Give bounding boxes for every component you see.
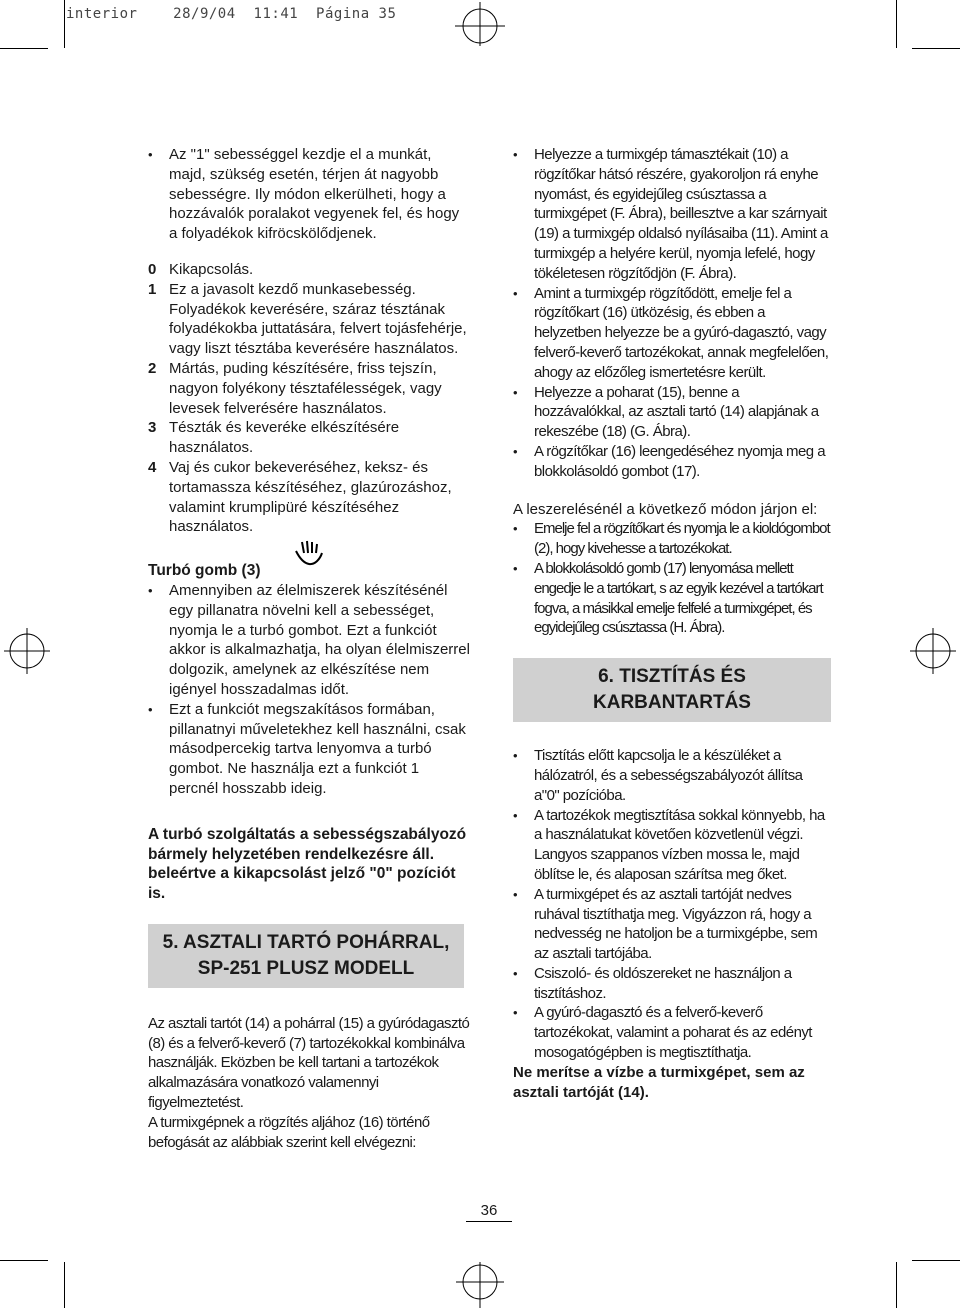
mount-bullet: • Helyezze a turmixgép támasztékait (10) a rögzítőkar hátsó részére, gyakoroljon rá enyhe nyomást, és egyidejűleg csúsztassa a turmixgépet (F. Ábra), beillesztve a kar szárnyait (19) a turmixgép oldalsó nyílásaiba (11). Amint a turmixgép a helyére kerül, nyomja lefelé, hogy tökéletesen rögzítődjön (F. Ábra). [513, 145, 831, 284]
release-bullet: • A blokkolásoldó gomb (17) lenyomása mellett engedje le a tartókart, s az egyik kezével a tartókart fogva, a másikkal emelje felfelé a turmixgépet, és egyidejűleg csúsztassa (H. Ábra). [513, 559, 831, 638]
crop-mark-top-left-h [0, 48, 48, 49]
crop-mark-bottom-left-h [0, 1260, 48, 1261]
speed-text: Mártás, puding készítésére, friss tejszín, nagyon folyékony tésztafélességek, vagy levesek felverésére használatos. [169, 359, 442, 417]
crop-mark-top-left-v [64, 0, 65, 48]
left-column [148, 145, 470, 1152]
slug-date: 28/9/04 [173, 6, 236, 22]
slug-page-label: Página 35 [316, 6, 397, 22]
speed-number: 4 [148, 458, 157, 476]
cleaning-bullet: • Tisztítás előtt kapcsolja le a készüléket a hálózatról, és a sebességszabályozót állítsa a"0" pozícióba. [513, 746, 831, 805]
turbo-bullet: • Amennyiben az élelmiszerek készítésénél egy pillanatra növelni kell a sebességet, nyomja le a turbó gombot. Ezt a funkciót akkor is alkalmazhatja, ha olyan élelmiszerrel dolgozik, amelynek az elkészítése nem igényel hosszadalmas időt. [148, 581, 470, 700]
speed-text: Kikapcsolás. [169, 260, 254, 278]
crop-mark-top-right-h [912, 48, 960, 49]
section-5-heading: 5. ASZTALI TARTÓ POHÁRRAL, SP-251 PLUSZ MODELL [148, 924, 464, 988]
turbo-title: Turbó gomb (3) [148, 562, 261, 580]
hand-press-icon [293, 539, 323, 569]
speed-number: 2 [148, 359, 157, 377]
cleaning-bullet: • A turmixgépet és az asztali tartóját nedves ruhával tisztíthatja meg. Vigyázzon rá, hogy a nedvesség ne hatoljon be a turmixgépbe, sem az asztali tartójába. [513, 885, 831, 964]
speed-list [148, 260, 470, 537]
speed-item [148, 458, 470, 537]
crop-mark-bottom-left-v [64, 1262, 65, 1308]
turbo-note: A turbó szolgáltatás a sebességszabályozó bármely helyzetében rendelkezésre áll. beleértve a kikapcsolást jelző "0" pozíciót is. [148, 825, 467, 903]
turbo-heading [148, 561, 470, 581]
release-bullet: • Emelje fel a rögzítőkart és nyomja le a kioldógombot (2), hogy kivehesse a tartozékokat. [513, 519, 831, 559]
section-6-heading: 6. TISZTÍTÁS ÉS KARBANTARTÁS [513, 658, 831, 722]
registration-mark-bottom [456, 1262, 504, 1308]
cleaning-bullet: • A gyúró-dagasztó és a felverő-keverő tartozékokat, valamint a poharat és az edényt mosogatógépben is megtisztíthatja. [513, 1003, 831, 1062]
intro-bullet: • Az "1" sebességgel kezdje el a munkát, majd, szükség esetén, térjen át nagyobb sebességre. Ily módon elkerülheti, hogy a hozzávalók poralakot vegyenek fel, és hogy a folyadékok kifröcskölődjenek. [148, 145, 470, 244]
registration-mark-top [455, 2, 505, 46]
speed-text: Vaj és cukor bekeveréséhez, keksz- és tortamassza készítéséhez, glazúrozáshoz, valamint krumplipüré készítéséhez használatos. [169, 458, 452, 536]
print-slug [66, 6, 396, 22]
release-intro: A leszerelésénél a következő módon járjon el: [513, 500, 818, 518]
speed-number: 1 [148, 280, 157, 298]
section-5-paragraph-2: A turmixgépnek a rögzítés aljához (16) történő befogását az alábbiak szerint kell elvégezni: [148, 1113, 430, 1151]
mount-bullet: • Helyezze a poharat (15), benne a hozzávalókkal, az asztali tartó (14) alapjának a rekeszébe (18) (G. Ábra). [513, 383, 831, 442]
mount-bullet: • Amint a turmixgép rögzítődött, emelje fel a rögzítőkart (16) ütközésig, és ebben a helyzetben helyezze be a gyúró-dagasztó, vagy felverő-keverő tartozékokat, annak megfelelően, ahogy az előzőleg ismertetésre került. [513, 284, 831, 383]
slug-time: 11:41 [253, 6, 299, 22]
speed-number: 0 [148, 260, 157, 278]
page-number: 36 [466, 1202, 512, 1222]
speed-item [148, 418, 470, 458]
mount-bullet: • A rögzítőkar (16) leengedéséhez nyomja meg a blokkolásoldó gombot (17). [513, 442, 831, 482]
crop-mark-bottom-right-h [912, 1260, 960, 1261]
crop-mark-top-right-v [896, 0, 897, 48]
crop-mark-bottom-right-v [896, 1262, 897, 1308]
speed-number: 3 [148, 419, 157, 437]
cleaning-bullet: • Csiszoló- és oldószereket ne használjon a tisztításhoz. [513, 964, 831, 1004]
slug-file: interior [66, 6, 138, 22]
speed-item [148, 260, 470, 280]
final-note: Ne merítse a vízbe a turmixgépet, sem az asztali tartóját (14). [513, 1063, 805, 1101]
registration-mark-left [4, 628, 50, 674]
registration-mark-right [910, 628, 956, 674]
speed-text: Ez a javasolt kezdő munkasebesség. Folyadékok keverésére, száraz tésztának folyadékokba juttatására, felvert tojásfehérje, vagy liszt tésztába keverésére használatos. [169, 280, 467, 358]
speed-item [148, 359, 470, 418]
cleaning-bullet: • A tartozékok megtisztítása sokkal könnyebb, ha a használatukat követően közvetlenül végzi. Langyos szappanos vízben mossa le, majd öblítse le, és alaposan szárítsa meg őket. [513, 806, 831, 885]
speed-item [148, 280, 470, 359]
speed-text: Tészták és keveréke elkészítésére használatos. [169, 419, 400, 457]
right-column [513, 145, 831, 1102]
turbo-bullet: • Ezt a funkciót megszakításos formában, pillanatnyi műveletekhez kell használni, csak másodpercekig tartva lenyomva a turbó gombot. Ne használja ezt a funkciót 1 percnél hosszabb ideig. [148, 700, 470, 799]
section-5-paragraph: Az asztali tartót (14) a pohárral (15) a gyúródagasztó (8) és a felverő-keverő (7) tartozékokkal kombinálva használják. Eközben be kell tartani a tartozékok alkalmazására vonatkozó valamennyi figyelmeztetést. [148, 1014, 470, 1112]
